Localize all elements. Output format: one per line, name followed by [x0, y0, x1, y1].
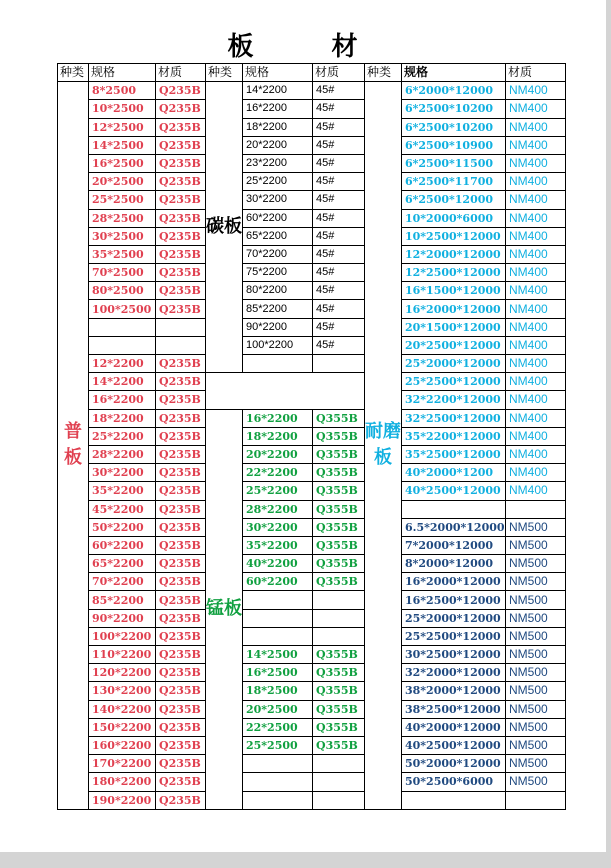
material-cell: 45# — [313, 173, 365, 191]
material-cell: 45# — [313, 100, 365, 118]
table-row — [58, 500, 566, 518]
material-cell: NM500 — [506, 536, 566, 554]
material-cell: Q235B — [156, 700, 206, 718]
material-cell: Q235B — [156, 191, 206, 209]
table-row — [58, 536, 566, 554]
material-cell: Q355B — [313, 682, 365, 700]
material-cell: Q235B — [156, 391, 206, 409]
spec-cell: 28*2200 — [243, 500, 313, 518]
material-cell: NM500 — [506, 609, 566, 627]
material-cell — [313, 773, 365, 791]
spec-cell: 150*2200 — [89, 718, 156, 736]
spec-cell — [402, 791, 506, 809]
material-cell — [313, 591, 365, 609]
table-row — [58, 700, 566, 718]
spec-cell: 110*2200 — [89, 646, 156, 664]
table-row — [58, 373, 566, 391]
table-row — [58, 682, 566, 700]
spec-cell: 25*2500 — [89, 191, 156, 209]
material-cell: Q355B — [313, 409, 365, 427]
table-row — [58, 609, 566, 627]
material-cell — [506, 791, 566, 809]
table-row — [58, 173, 566, 191]
material-cell: NM400 — [506, 191, 566, 209]
spec-cell: 16*2200 — [243, 409, 313, 427]
spec-cell: 40*2200 — [243, 555, 313, 573]
material-cell: Q235B — [156, 482, 206, 500]
spec-cell: 30*2200 — [243, 191, 313, 209]
material-cell: 45# — [313, 300, 365, 318]
spec-cell: 35*2500 — [89, 245, 156, 263]
material-cell — [156, 318, 206, 336]
header-spec: 规格 — [89, 64, 156, 82]
spec-cell: 25*2200 — [243, 173, 313, 191]
material-cell: NM400 — [506, 245, 566, 263]
material-cell: NM400 — [506, 136, 566, 154]
spec-cell: 16*2200 — [89, 391, 156, 409]
spec-cell: 22*2500 — [243, 718, 313, 736]
material-cell: Q235B — [156, 409, 206, 427]
material-cell: NM500 — [506, 627, 566, 645]
material-cell: Q235B — [156, 300, 206, 318]
table-row — [58, 118, 566, 136]
table-row — [58, 336, 566, 354]
header-material: 材质 — [156, 64, 206, 82]
spec-cell: 170*2200 — [89, 755, 156, 773]
material-cell: Q355B — [313, 646, 365, 664]
material-cell: 45# — [313, 209, 365, 227]
plate-table-body — [58, 64, 566, 810]
header-material: 材质 — [506, 64, 566, 82]
spec-cell: 100*2200 — [243, 336, 313, 354]
table-row — [58, 227, 566, 245]
spec-cell: 38*2000*12000 — [402, 682, 506, 700]
spec-cell: 190*2200 — [89, 791, 156, 809]
spec-cell: 32*2500*12000 — [402, 409, 506, 427]
header-material: 材质 — [313, 64, 365, 82]
spec-cell — [89, 318, 156, 336]
material-cell: Q355B — [313, 555, 365, 573]
spec-cell: 12*2500*12000 — [402, 264, 506, 282]
spec-cell: 20*2500 — [243, 700, 313, 718]
spec-cell: 6.5*2000*12000 — [402, 518, 506, 536]
material-cell: NM500 — [506, 755, 566, 773]
table-row — [58, 409, 566, 427]
spec-cell — [243, 791, 313, 809]
material-cell: Q355B — [313, 718, 365, 736]
spec-cell: 160*2200 — [89, 736, 156, 754]
spec-cell: 12*2000*12000 — [402, 245, 506, 263]
material-cell: NM400 — [506, 118, 566, 136]
material-cell: 45# — [313, 136, 365, 154]
spec-cell: 75*2200 — [243, 264, 313, 282]
material-cell: Q235B — [156, 555, 206, 573]
table-row — [58, 318, 566, 336]
spec-cell: 35*2200 — [89, 482, 156, 500]
material-cell: Q355B — [313, 573, 365, 591]
table-row — [58, 154, 566, 172]
spec-cell: 90*2200 — [89, 609, 156, 627]
spec-cell: 65*2200 — [243, 227, 313, 245]
spec-cell: 20*2200 — [243, 445, 313, 463]
spec-cell: 14*2200 — [243, 82, 313, 100]
material-cell: Q235B — [156, 773, 206, 791]
table-row — [58, 136, 566, 154]
material-cell: 45# — [313, 318, 365, 336]
material-cell: 45# — [313, 82, 365, 100]
material-cell: NM400 — [506, 391, 566, 409]
material-cell: NM400 — [506, 154, 566, 172]
material-cell: 45# — [313, 154, 365, 172]
spec-cell: 8*2500 — [89, 82, 156, 100]
table-row — [58, 245, 566, 263]
material-cell: Q235B — [156, 445, 206, 463]
material-cell: NM400 — [506, 100, 566, 118]
spec-cell: 35*2200*12000 — [402, 427, 506, 445]
material-cell: Q235B — [156, 136, 206, 154]
material-cell: Q235B — [156, 227, 206, 245]
spec-cell: 16*2000*12000 — [402, 300, 506, 318]
material-cell: NM500 — [506, 555, 566, 573]
material-cell: NM400 — [506, 445, 566, 463]
spec-cell: 50*2000*12000 — [402, 755, 506, 773]
spec-cell: 12*2200 — [89, 355, 156, 373]
table-row — [58, 300, 566, 318]
spec-cell: 85*2200 — [243, 300, 313, 318]
spec-cell: 100*2200 — [89, 627, 156, 645]
spec-cell: 35*2500*12000 — [402, 445, 506, 463]
spec-cell: 20*1500*12000 — [402, 318, 506, 336]
spec-cell — [243, 355, 313, 373]
material-cell: 45# — [313, 191, 365, 209]
material-cell — [313, 355, 365, 373]
table-row — [58, 555, 566, 573]
material-cell: Q235B — [156, 591, 206, 609]
spec-cell: 60*2200 — [243, 573, 313, 591]
spec-cell: 32*2200*12000 — [402, 391, 506, 409]
spec-cell: 35*2200 — [243, 536, 313, 554]
window-edge-bottom — [0, 852, 611, 868]
spec-cell: 130*2200 — [89, 682, 156, 700]
spec-cell — [89, 336, 156, 354]
material-cell: Q235B — [156, 464, 206, 482]
spec-cell: 6*2500*10200 — [402, 100, 506, 118]
spec-cell: 30*2500*12000 — [402, 646, 506, 664]
material-cell: Q235B — [156, 664, 206, 682]
material-cell: Q235B — [156, 536, 206, 554]
page-title: 板 材 — [227, 32, 384, 62]
material-cell: NM400 — [506, 409, 566, 427]
header-kind: 种类 — [206, 64, 243, 82]
material-cell: NM400 — [506, 82, 566, 100]
material-cell: 45# — [313, 118, 365, 136]
spec-cell: 16*2500 — [243, 664, 313, 682]
spec-cell: 12*2500 — [89, 118, 156, 136]
material-cell: NM500 — [506, 736, 566, 754]
material-cell: Q235B — [156, 82, 206, 100]
material-cell: Q235B — [156, 209, 206, 227]
table-row — [58, 627, 566, 645]
material-cell: NM400 — [506, 264, 566, 282]
spec-cell: 140*2200 — [89, 700, 156, 718]
material-cell: NM400 — [506, 173, 566, 191]
table-row — [58, 646, 566, 664]
header-kind: 种类 — [365, 64, 402, 82]
spec-cell: 6*2500*10200 — [402, 118, 506, 136]
material-cell: Q355B — [313, 664, 365, 682]
material-cell: Q355B — [313, 482, 365, 500]
material-cell: NM500 — [506, 573, 566, 591]
spec-cell: 6*2500*11500 — [402, 154, 506, 172]
material-cell: Q235B — [156, 518, 206, 536]
spec-cell — [243, 755, 313, 773]
category-naimo: 耐磨板 — [365, 82, 402, 810]
material-cell: NM400 — [506, 336, 566, 354]
spec-cell: 40*2500*12000 — [402, 736, 506, 754]
spec-cell: 14*2500 — [243, 646, 313, 664]
spec-cell: 90*2200 — [243, 318, 313, 336]
table-row — [58, 736, 566, 754]
material-cell: Q355B — [313, 427, 365, 445]
table-row — [58, 209, 566, 227]
material-cell: NM500 — [506, 646, 566, 664]
spec-cell: 80*2500 — [89, 282, 156, 300]
table-row — [58, 518, 566, 536]
spec-cell: 23*2200 — [243, 154, 313, 172]
category-tan: 碳板 — [206, 82, 243, 373]
material-cell: NM500 — [506, 718, 566, 736]
spec-cell: 28*2500 — [89, 209, 156, 227]
table-row — [58, 591, 566, 609]
material-cell: NM400 — [506, 227, 566, 245]
table-row — [58, 755, 566, 773]
group-gap — [206, 373, 365, 409]
window-edge-right — [606, 0, 611, 868]
material-cell: Q235B — [156, 755, 206, 773]
spec-cell: 38*2500*12000 — [402, 700, 506, 718]
material-cell: Q235B — [156, 500, 206, 518]
material-cell: NM400 — [506, 464, 566, 482]
spec-cell: 8*2000*12000 — [402, 555, 506, 573]
spec-cell: 25*2200 — [89, 427, 156, 445]
spec-cell: 16*2500*12000 — [402, 591, 506, 609]
material-cell: Q235B — [156, 373, 206, 391]
material-cell: Q235B — [156, 427, 206, 445]
material-cell: Q355B — [313, 445, 365, 463]
material-cell: 45# — [313, 264, 365, 282]
spec-cell: 45*2200 — [89, 500, 156, 518]
material-cell — [313, 791, 365, 809]
material-cell: NM400 — [506, 282, 566, 300]
material-cell: Q235B — [156, 245, 206, 263]
spec-cell: 60*2200 — [243, 209, 313, 227]
category-putong: 普板 — [58, 82, 89, 810]
material-cell: Q235B — [156, 609, 206, 627]
spec-cell: 16*1500*12000 — [402, 282, 506, 300]
material-cell: Q235B — [156, 355, 206, 373]
material-cell: Q235B — [156, 682, 206, 700]
spec-cell: 60*2200 — [89, 536, 156, 554]
spec-cell: 40*2500*12000 — [402, 482, 506, 500]
table-row — [58, 573, 566, 591]
table-row — [58, 282, 566, 300]
spec-cell: 18*2200 — [243, 427, 313, 445]
spec-cell: 120*2200 — [89, 664, 156, 682]
material-cell: NM500 — [506, 591, 566, 609]
spec-cell: 180*2200 — [89, 773, 156, 791]
spec-cell: 40*2000*1200 — [402, 464, 506, 482]
spec-cell: 25*2500*12000 — [402, 373, 506, 391]
material-cell: NM400 — [506, 209, 566, 227]
spec-cell: 22*2200 — [243, 464, 313, 482]
spec-cell: 80*2200 — [243, 282, 313, 300]
material-cell: Q355B — [313, 500, 365, 518]
material-cell: Q235B — [156, 791, 206, 809]
spec-cell: 40*2000*12000 — [402, 718, 506, 736]
spec-cell: 16*2000*12000 — [402, 573, 506, 591]
spec-cell: 6*2500*11700 — [402, 173, 506, 191]
spec-cell: 25*2200 — [243, 482, 313, 500]
category-meng: 锰板 — [206, 409, 243, 809]
material-cell: Q235B — [156, 736, 206, 754]
spec-cell: 18*2200 — [243, 118, 313, 136]
material-cell: Q235B — [156, 627, 206, 645]
spec-cell — [243, 627, 313, 645]
table-row — [58, 264, 566, 282]
spec-cell: 70*2200 — [89, 573, 156, 591]
table-row — [58, 82, 566, 100]
spec-cell: 20*2500*12000 — [402, 336, 506, 354]
spec-cell: 25*2000*12000 — [402, 355, 506, 373]
material-cell — [156, 336, 206, 354]
table-row — [58, 718, 566, 736]
material-cell: Q235B — [156, 154, 206, 172]
header-kind: 种类 — [58, 64, 89, 82]
spec-cell: 28*2200 — [89, 445, 156, 463]
spec-cell: 14*2500 — [89, 136, 156, 154]
spec-cell: 65*2200 — [89, 555, 156, 573]
material-cell: Q355B — [313, 464, 365, 482]
spec-cell: 25*2500*12000 — [402, 627, 506, 645]
material-cell: NM400 — [506, 300, 566, 318]
material-cell: Q355B — [313, 518, 365, 536]
spec-cell: 85*2200 — [89, 591, 156, 609]
header-row — [58, 64, 566, 82]
spec-cell: 25*2500 — [243, 736, 313, 754]
material-cell: Q235B — [156, 718, 206, 736]
spec-cell: 6*2000*12000 — [402, 82, 506, 100]
table-row — [58, 445, 566, 463]
table-row — [58, 773, 566, 791]
material-cell — [313, 755, 365, 773]
spec-cell: 25*2000*12000 — [402, 609, 506, 627]
table-row — [58, 464, 566, 482]
spec-cell: 20*2500 — [89, 173, 156, 191]
material-cell: Q355B — [313, 700, 365, 718]
spec-cell: 18*2500 — [243, 682, 313, 700]
material-cell: Q235B — [156, 573, 206, 591]
spec-cell: 14*2200 — [89, 373, 156, 391]
spec-cell: 20*2200 — [243, 136, 313, 154]
material-cell — [313, 609, 365, 627]
spec-cell: 32*2000*12000 — [402, 664, 506, 682]
material-cell: NM500 — [506, 664, 566, 682]
spec-cell: 70*2200 — [243, 245, 313, 263]
spec-cell: 30*2500 — [89, 227, 156, 245]
table-row — [58, 482, 566, 500]
material-cell: Q235B — [156, 646, 206, 664]
material-cell: NM500 — [506, 700, 566, 718]
material-cell — [506, 500, 566, 518]
material-cell: Q235B — [156, 100, 206, 118]
spec-cell: 70*2500 — [89, 264, 156, 282]
table-row — [58, 664, 566, 682]
table-row — [58, 355, 566, 373]
spec-cell — [243, 591, 313, 609]
material-cell: 45# — [313, 336, 365, 354]
material-cell: Q355B — [313, 736, 365, 754]
table-row — [58, 191, 566, 209]
spec-cell — [243, 773, 313, 791]
material-cell: NM400 — [506, 482, 566, 500]
spec-cell: 6*2500*12000 — [402, 191, 506, 209]
material-cell: 45# — [313, 282, 365, 300]
material-cell: NM500 — [506, 518, 566, 536]
spec-cell: 16*2500 — [89, 154, 156, 172]
spec-cell — [402, 500, 506, 518]
material-cell: NM500 — [506, 773, 566, 791]
table-row — [58, 100, 566, 118]
material-cell: NM400 — [506, 373, 566, 391]
spec-cell: 16*2200 — [243, 100, 313, 118]
spec-cell: 50*2500*6000 — [402, 773, 506, 791]
spec-cell: 10*2000*6000 — [402, 209, 506, 227]
table-row — [58, 791, 566, 809]
material-cell: NM400 — [506, 427, 566, 445]
material-cell: Q235B — [156, 173, 206, 191]
spec-cell: 30*2200 — [243, 518, 313, 536]
header-spec: 规格 — [243, 64, 313, 82]
table-row — [58, 427, 566, 445]
header-spec: 规格 — [402, 64, 506, 82]
material-cell: NM400 — [506, 355, 566, 373]
spec-cell: 7*2000*12000 — [402, 536, 506, 554]
material-cell: NM400 — [506, 318, 566, 336]
spec-cell: 6*2500*10900 — [402, 136, 506, 154]
spec-cell: 30*2200 — [89, 464, 156, 482]
spec-cell — [243, 609, 313, 627]
material-cell: Q235B — [156, 282, 206, 300]
material-cell: NM500 — [506, 682, 566, 700]
spec-cell: 10*2500*12000 — [402, 227, 506, 245]
material-cell: Q235B — [156, 118, 206, 136]
material-cell — [313, 627, 365, 645]
material-cell: 45# — [313, 227, 365, 245]
spec-cell: 50*2200 — [89, 518, 156, 536]
material-cell: 45# — [313, 245, 365, 263]
plate-table — [57, 63, 566, 810]
material-cell: Q355B — [313, 536, 365, 554]
material-cell: Q235B — [156, 264, 206, 282]
spec-cell: 18*2200 — [89, 409, 156, 427]
spec-cell: 10*2500 — [89, 100, 156, 118]
spec-cell: 100*2500 — [89, 300, 156, 318]
